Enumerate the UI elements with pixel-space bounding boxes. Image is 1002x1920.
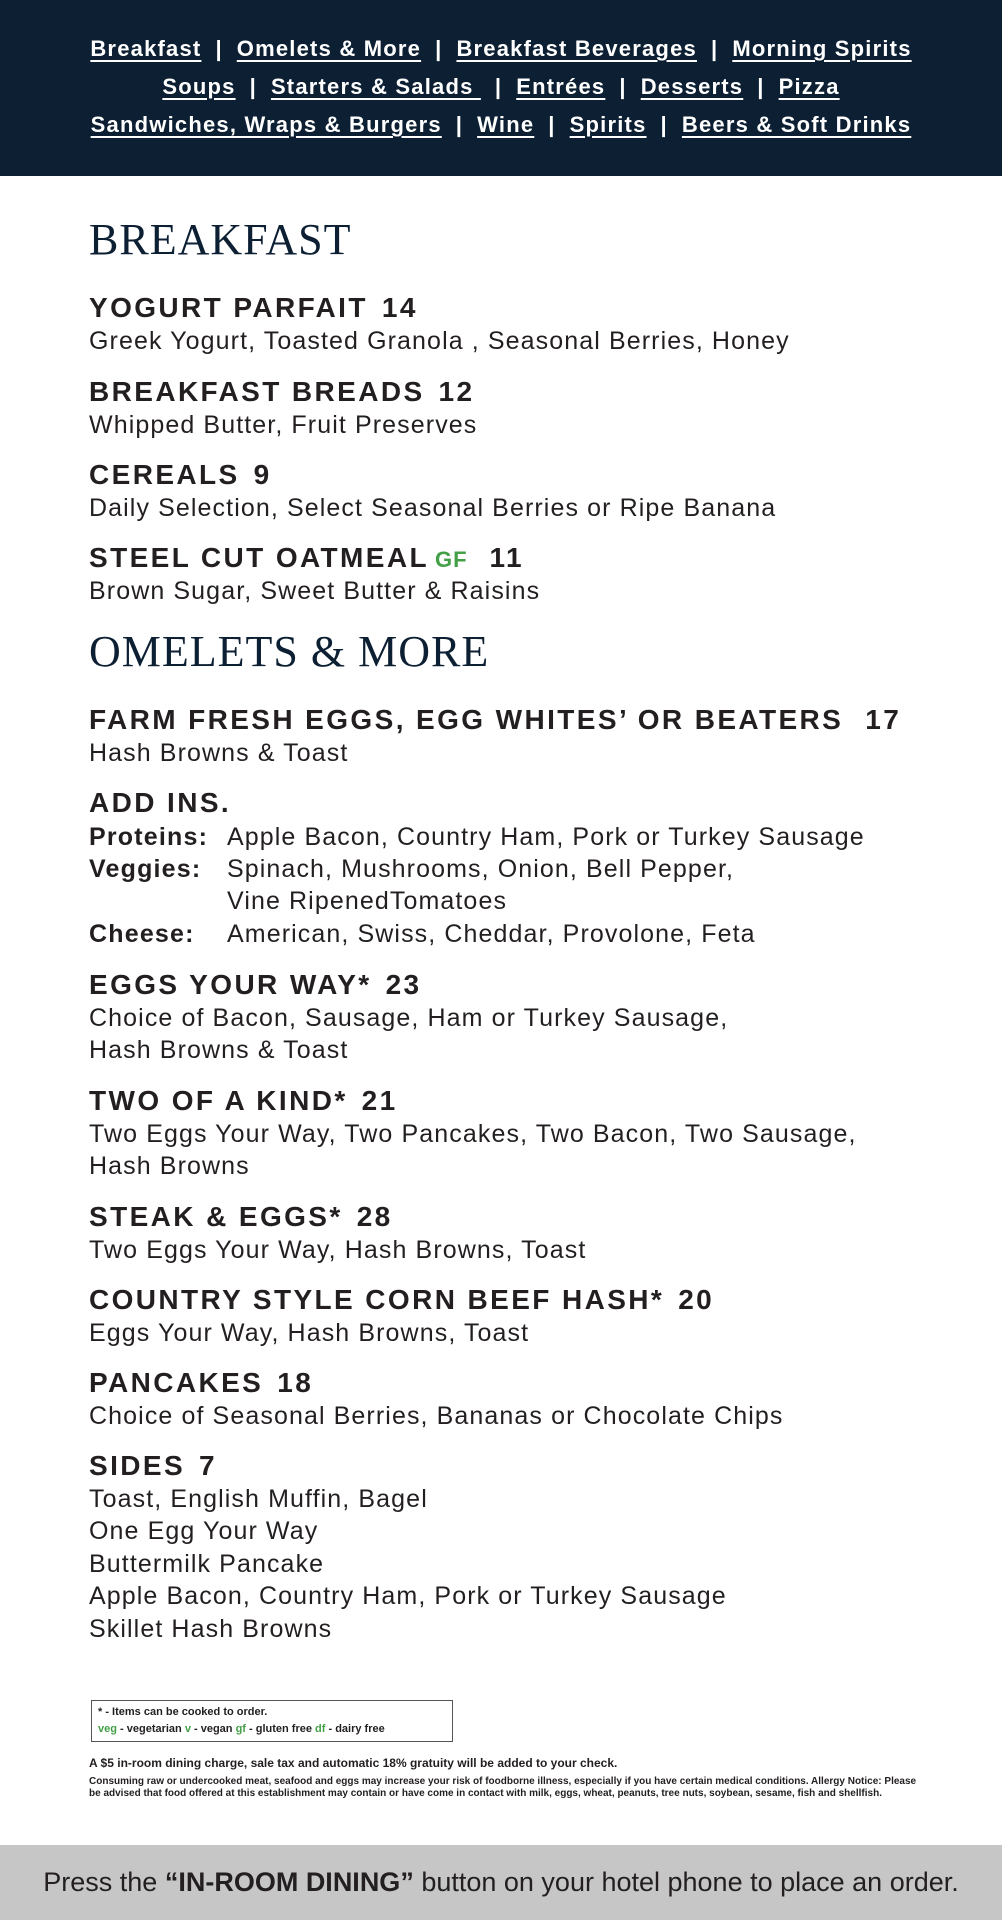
menu-item-description: Daily Selection, Select Seasonal Berries or Ripe Banana <box>89 494 777 522</box>
item-price: 21 <box>361 1085 398 1116</box>
nav-link-pizza[interactable]: Pizza <box>778 74 840 99</box>
nav-row <box>0 73 1002 101</box>
item-name: STEEL CUT OATMEAL <box>89 542 429 573</box>
legend-vegan-text: - vegan <box>190 1723 236 1735</box>
add-ins-veggies-label: Veggies: <box>89 855 202 883</box>
nav-link-omelets[interactable]: Omelets & More <box>236 36 422 61</box>
item-price: 11 <box>489 542 524 573</box>
nav-link-desserts[interactable]: Desserts <box>640 74 744 99</box>
sides-line: Buttermilk Pancake <box>89 1550 325 1578</box>
menu-item-description: Hash Browns & Toast <box>89 1036 349 1064</box>
menu-item-title <box>89 292 418 324</box>
add-ins-cheese-label: Cheese: <box>89 920 195 948</box>
footer-text-bold: “IN-ROOM DINING” <box>164 1867 414 1897</box>
nav-separator: | <box>660 112 668 137</box>
add-ins-veggies-cont: Vine RipenedTomatoes <box>227 887 508 915</box>
sides-line: Skillet Hash Browns <box>89 1615 333 1643</box>
nav-separator: | <box>455 112 464 137</box>
menu-item-description: Eggs Your Way, Hash Browns, Toast <box>89 1319 530 1347</box>
item-name: COUNTRY STYLE CORN BEEF HASH* <box>89 1284 665 1315</box>
menu-item-title <box>89 1284 714 1316</box>
gluten-free-badge: GF <box>434 547 468 572</box>
item-price: 14 <box>381 292 418 323</box>
menu-item-description: Brown Sugar, Sweet Butter & Raisins <box>89 577 541 605</box>
nav-separator: | <box>249 74 257 99</box>
item-price: 28 <box>356 1201 393 1232</box>
menu-item-description: Hash Browns & Toast <box>89 739 349 767</box>
item-name: EGGS YOUR WAY* <box>89 969 372 1000</box>
menu-item-title <box>89 1367 313 1399</box>
nav-link-wine[interactable]: Wine <box>477 112 535 137</box>
dietary-legend <box>91 1700 453 1742</box>
menu-item-description: Whipped Butter, Fruit Preserves <box>89 411 478 439</box>
nav-row <box>0 35 1002 63</box>
add-ins-veggies: Spinach, Mushrooms, Onion, Bell Pepper, <box>227 855 735 883</box>
nav-link-starters-salads[interactable]: Starters & Salads <box>270 74 481 99</box>
menu-item-description: Two Eggs Your Way, Two Pancakes, Two Bacon, Two Sausage, <box>89 1120 857 1148</box>
menu-item-title <box>89 1450 217 1482</box>
item-price: 23 <box>385 969 422 1000</box>
dining-charge-notice: A $5 in-room dining charge, sale tax and automatic 18% gratuity will be added to your check. <box>89 1756 618 1770</box>
menu-item-description: Two Eggs Your Way, Hash Browns, Toast <box>89 1236 587 1264</box>
nav-link-entrees[interactable]: Entrées <box>516 74 606 99</box>
menu-item-description: Choice of Bacon, Sausage, Ham or Turkey Sausage, <box>89 1004 729 1032</box>
menu-item-title <box>89 459 272 491</box>
nav-link-breakfast[interactable]: Breakfast <box>90 36 202 61</box>
order-instructions-banner <box>0 1845 1002 1920</box>
item-name: BREAKFAST BREADS <box>89 376 425 407</box>
sides-line: One Egg Your Way <box>89 1517 319 1545</box>
item-name: CEREALS <box>89 459 240 490</box>
menu-item-description: Choice of Seasonal Berries, Bananas or Chocolate Chips <box>89 1402 784 1430</box>
item-name: STEAK & EGGS* <box>89 1201 343 1232</box>
legend-gf-key: gf <box>235 1723 246 1735</box>
legend-veg-key: veg <box>98 1723 117 1735</box>
menu-item-title <box>89 1085 398 1117</box>
footer-text-pre: Press the <box>43 1867 165 1897</box>
item-price: 9 <box>253 459 272 490</box>
nav-separator: | <box>757 74 765 99</box>
legend-veg-text: - vegetarian <box>116 1723 185 1735</box>
item-price: 18 <box>277 1367 314 1398</box>
item-price: 17 <box>865 704 902 735</box>
menu-item-title <box>89 704 901 736</box>
legend-vegan-key: v <box>184 1723 191 1735</box>
nav-separator: | <box>215 36 223 61</box>
legend-dietary-keys <box>98 1721 446 1738</box>
item-price: 12 <box>438 376 475 407</box>
menu-item-title <box>89 1201 393 1233</box>
menu-item-title <box>89 969 422 1001</box>
menu-item-description: Greek Yogurt, Toasted Granola , Seasonal Berries, Honey <box>89 327 790 355</box>
add-ins-proteins: Apple Bacon, Country Ham, Pork or Turkey Sausage <box>227 823 865 851</box>
nav-link-spirits[interactable]: Spirits <box>569 112 647 137</box>
item-name: FARM FRESH EGGS, EGG WHITES’ OR BEATERS <box>89 704 844 735</box>
item-price: 7 <box>199 1450 218 1481</box>
add-ins-title: ADD INS. <box>89 787 232 818</box>
allergy-notice: Consuming raw or undercooked meat, seafood and eggs may increase your risk of foodborne illness, especially if you have certain medical conditions. Allergy Notice: Please be advised that food offered at this establishment may contain or have come in contact with milk, eggs, wheat, peanuts, tree nuts, soybean, sesame, fish and shellfish. <box>89 1776 917 1799</box>
item-name: SIDES <box>89 1450 186 1481</box>
category-nav <box>0 0 1002 176</box>
legend-df-key: df <box>315 1723 326 1735</box>
legend-gf-text: - gluten free <box>245 1723 316 1735</box>
legend-cooked-to-order: * - Items can be cooked to order. <box>98 1706 268 1718</box>
item-name: PANCAKES <box>89 1367 264 1398</box>
item-name: YOGURT PARFAIT <box>89 292 368 323</box>
menu-item-title <box>89 376 474 408</box>
item-price: 20 <box>678 1284 715 1315</box>
add-ins-proteins-label: Proteins: <box>89 823 209 851</box>
nav-separator: | <box>494 74 503 99</box>
footer-text-post: button on your hotel phone to place an order. <box>413 1867 959 1897</box>
sides-line: Toast, English Muffin, Bagel <box>89 1485 428 1513</box>
section-title-omelets: OMELETS & MORE <box>89 627 490 676</box>
nav-separator: | <box>548 112 556 137</box>
menu-item-description: Hash Browns <box>89 1152 250 1180</box>
add-ins-cheese: American, Swiss, Cheddar, Provolone, Feta <box>227 920 756 948</box>
nav-row <box>0 111 1002 139</box>
nav-separator: | <box>435 36 443 61</box>
menu-item-title <box>89 542 524 574</box>
sides-line: Apple Bacon, Country Ham, Pork or Turkey Sausage <box>89 1582 727 1610</box>
nav-link-morning-spirits[interactable]: Morning Spirits <box>732 36 912 61</box>
nav-separator: | <box>619 74 627 99</box>
nav-link-soups[interactable]: Soups <box>162 74 236 99</box>
nav-link-breakfast-beverages[interactable]: Breakfast Beverages <box>456 36 697 61</box>
nav-link-sandwiches[interactable]: Sandwiches, Wraps & Burgers <box>90 112 442 137</box>
section-title-breakfast: BREAKFAST <box>89 215 352 264</box>
item-name: TWO OF A KIND* <box>89 1085 348 1116</box>
legend-df-text: - dairy free <box>325 1723 385 1735</box>
nav-link-beers-soft-drinks[interactable]: Beers & Soft Drinks <box>681 112 912 137</box>
nav-separator: | <box>710 36 719 61</box>
